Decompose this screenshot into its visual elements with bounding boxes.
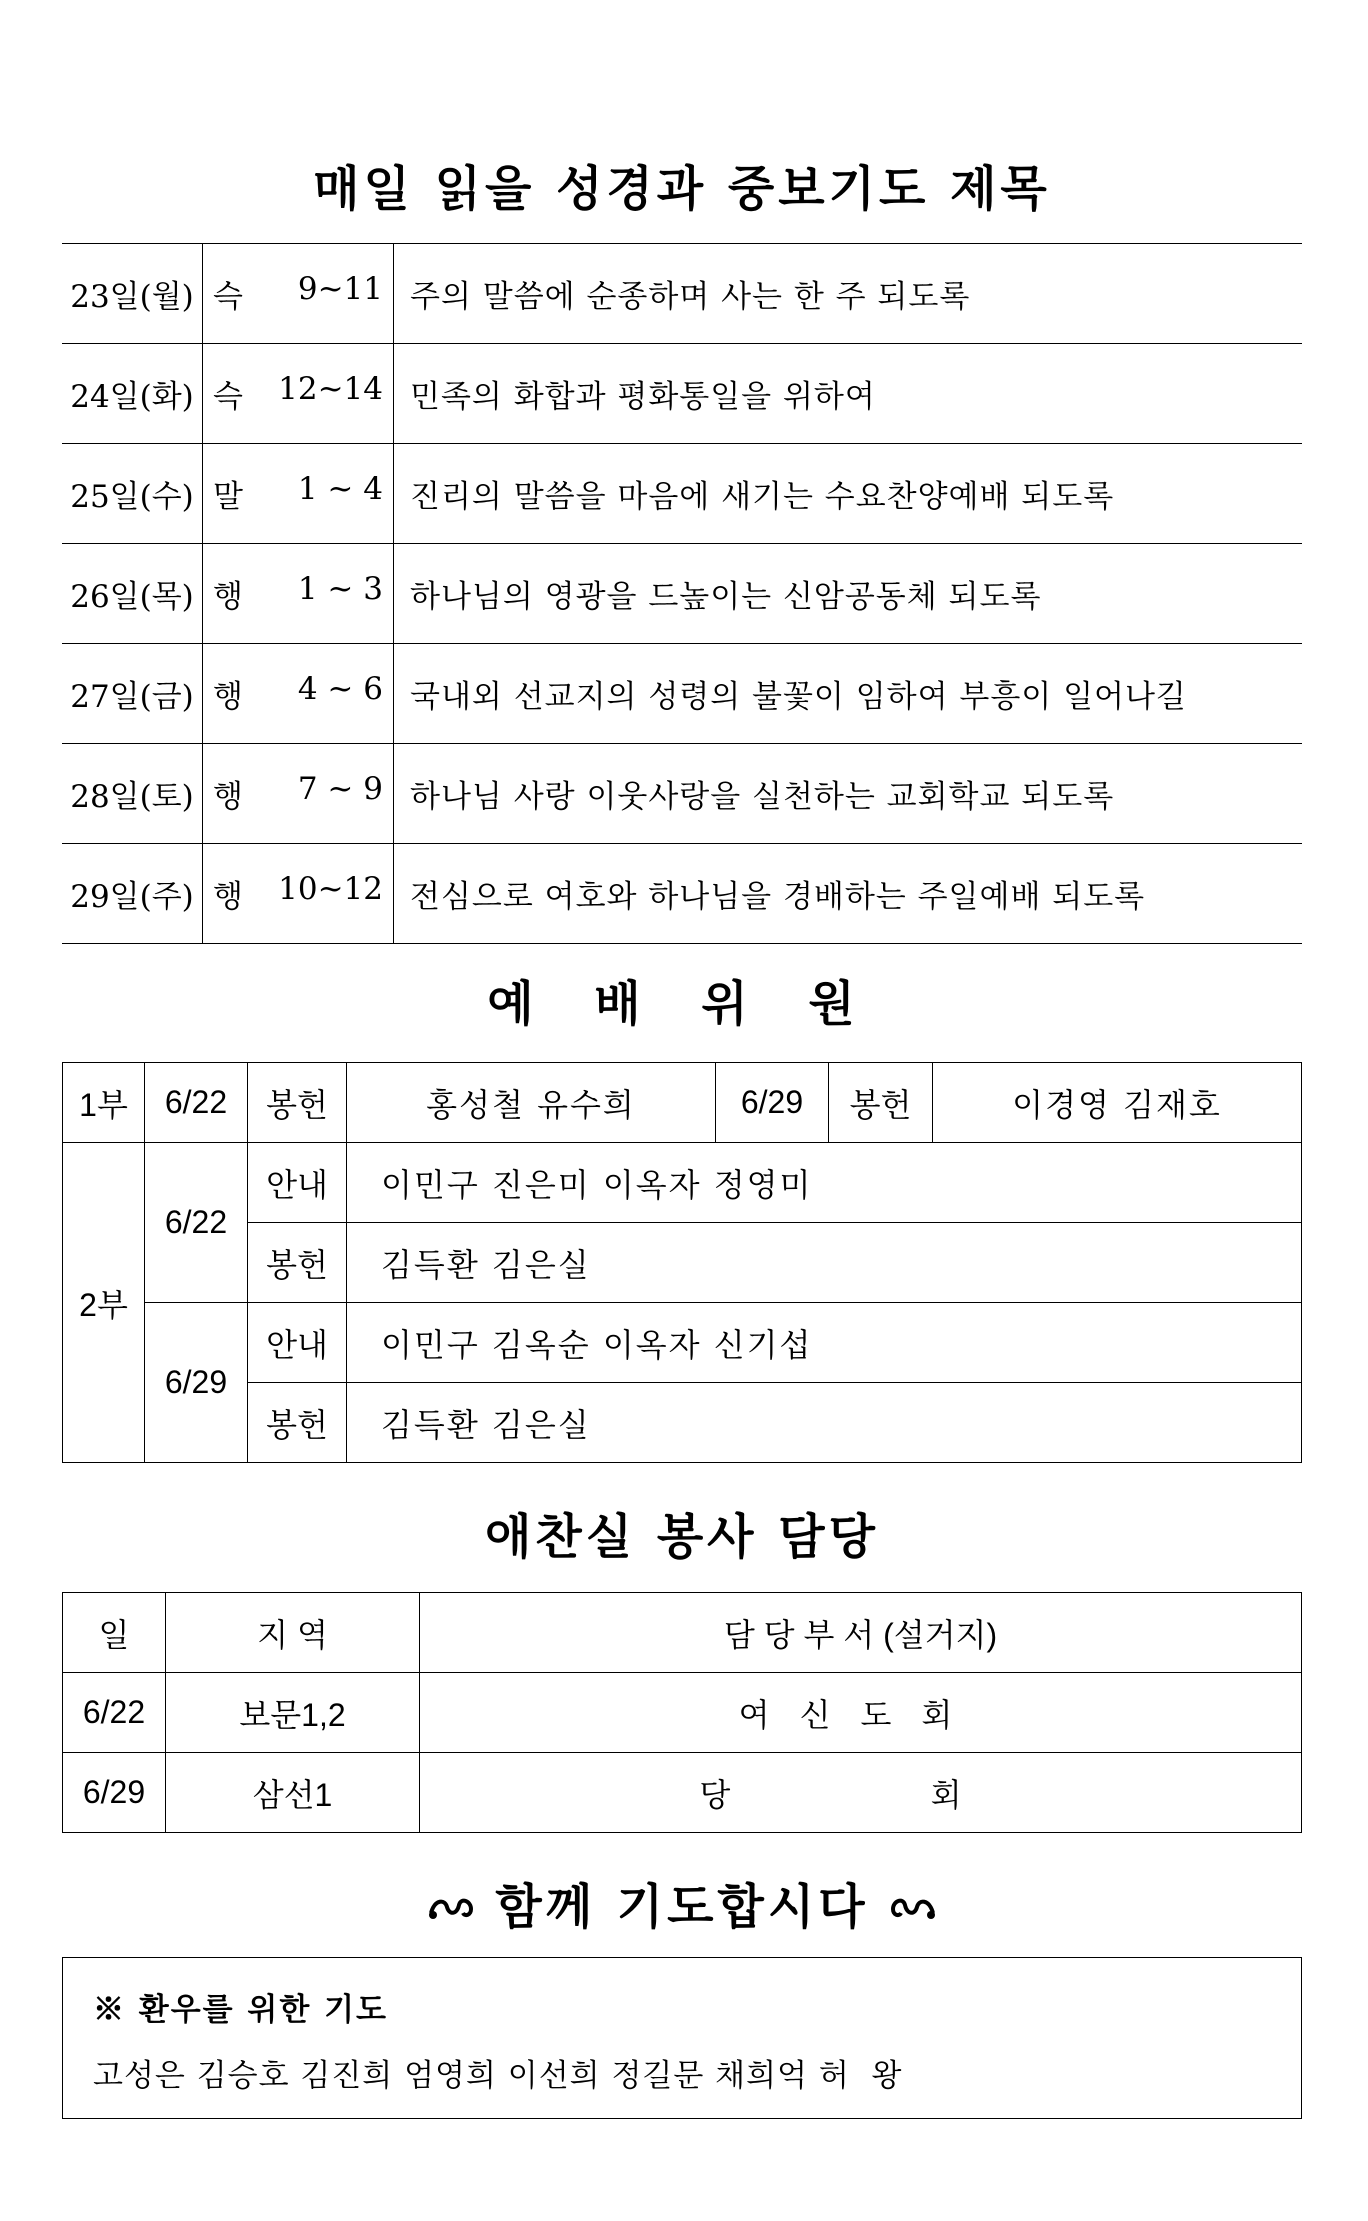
table-row bbox=[62, 544, 1302, 644]
second-service-row bbox=[63, 1143, 1302, 1223]
names-cell: 김득환 김은실 bbox=[347, 1383, 1302, 1463]
prayer-topic-cell: 하나님 사랑 이웃사랑을 실천하는 교회학교 되도록 bbox=[394, 744, 1303, 844]
role-cell: 안내 bbox=[248, 1143, 347, 1223]
date-cell: 6/22 bbox=[145, 1143, 248, 1303]
book-label: 행 bbox=[213, 579, 243, 615]
scripture-cell bbox=[203, 444, 394, 544]
second-service-row bbox=[63, 1383, 1302, 1463]
day-cell: 27일(금) bbox=[62, 644, 203, 744]
table-row bbox=[63, 1753, 1302, 1833]
prayer-box bbox=[62, 1957, 1302, 2119]
bible-section-title: 매일 읽을 성경과 중보기도 제목 bbox=[313, 161, 1051, 217]
day-cell: 24일(화) bbox=[62, 344, 203, 444]
names-cell: 이민구 김옥순 이옥자 신기섭 bbox=[347, 1303, 1302, 1383]
verse-label: 10~12 bbox=[278, 871, 383, 907]
prayer-topic-cell: 민족의 화합과 평화통일을 위하여 bbox=[394, 344, 1303, 444]
prayer-names: 고성은 김승호 김진희 엄영희 이선희 정길문 채희억 허 왕 bbox=[93, 2058, 903, 2094]
first-service-row bbox=[63, 1063, 1302, 1143]
day-cell: 25일(수) bbox=[62, 444, 203, 544]
prayer-topic-cell: 전심으로 여호와 하나님을 경배하는 주일예배 되도록 bbox=[394, 844, 1303, 944]
scripture-cell bbox=[203, 744, 394, 844]
header-region: 지 역 bbox=[166, 1593, 420, 1673]
prayer-topic-cell: 주의 말씀에 순종하며 사는 한 주 되도록 bbox=[394, 244, 1303, 344]
verse-label: 12~14 bbox=[278, 371, 383, 407]
role-cell: 안내 bbox=[248, 1303, 347, 1383]
table-row bbox=[62, 844, 1302, 944]
verse-label: 7 ~ 9 bbox=[297, 771, 383, 807]
dept-cell: 당 회 bbox=[420, 1753, 1302, 1833]
second-service-row bbox=[63, 1223, 1302, 1303]
region-cell: 삼선1 bbox=[166, 1753, 420, 1833]
worship-committee-table bbox=[62, 1062, 1302, 1463]
hall-header-row bbox=[63, 1593, 1302, 1673]
dept-cell: 여신도회 bbox=[420, 1673, 1302, 1753]
book-label: 행 bbox=[213, 779, 243, 815]
table-row bbox=[62, 344, 1302, 444]
verse-label: 1 ~ 3 bbox=[297, 571, 383, 607]
second-service-row bbox=[63, 1303, 1302, 1383]
hall-service-table bbox=[62, 1592, 1302, 1833]
names-cell: 이민구 진은미 이옥자 정영미 bbox=[347, 1143, 1302, 1223]
names-cell: 홍성철 유수희 bbox=[347, 1063, 716, 1143]
role-cell: 봉헌 bbox=[829, 1063, 933, 1143]
day-cell: 29일(주) bbox=[62, 844, 203, 944]
scripture-cell bbox=[203, 844, 394, 944]
book-label: 행 bbox=[213, 679, 243, 715]
names-cell: 이경영 김재호 bbox=[933, 1063, 1302, 1143]
header-day: 일 bbox=[63, 1593, 166, 1673]
date-cell: 6/29 bbox=[145, 1303, 248, 1463]
hall-section-title: 애찬실 봉사 담당 bbox=[485, 1509, 879, 1565]
day-cell: 23일(월) bbox=[62, 244, 203, 344]
scripture-cell bbox=[203, 244, 394, 344]
verse-label: 1 ~ 4 bbox=[297, 471, 383, 507]
worship-section-title: 예 배 위 원 bbox=[487, 976, 877, 1032]
prayer-heading: ※ 환우를 위한 기도 bbox=[93, 1992, 388, 2028]
table-row bbox=[62, 744, 1302, 844]
prayer-title-text: 함께 기도합시다 bbox=[495, 1879, 869, 1935]
book-label: 슥 bbox=[213, 279, 243, 315]
service-label: 2부 bbox=[63, 1143, 145, 1463]
book-label: 행 bbox=[213, 879, 243, 915]
role-cell: 봉헌 bbox=[248, 1223, 347, 1303]
names-cell: 김득환 김은실 bbox=[347, 1223, 1302, 1303]
header-dept: 담 당 부 서 (설거지) bbox=[420, 1593, 1302, 1673]
table-row bbox=[62, 644, 1302, 744]
bible-reading-table bbox=[62, 243, 1302, 944]
scripture-cell bbox=[203, 544, 394, 644]
book-label: 말 bbox=[213, 479, 243, 515]
scripture-cell bbox=[203, 644, 394, 744]
table-row bbox=[63, 1673, 1302, 1753]
date-cell: 6/22 bbox=[145, 1063, 248, 1143]
day-cell: 26일(목) bbox=[62, 544, 203, 644]
day-cell: 28일(토) bbox=[62, 744, 203, 844]
day-cell: 6/22 bbox=[63, 1673, 166, 1753]
verse-label: 9~11 bbox=[297, 271, 383, 307]
table-row bbox=[62, 244, 1302, 344]
role-cell: 봉헌 bbox=[248, 1063, 347, 1143]
book-label: 슥 bbox=[213, 379, 243, 415]
prayer-section-title bbox=[62, 1868, 1302, 1937]
ornament-right-icon bbox=[889, 1887, 937, 1933]
role-cell: 봉헌 bbox=[248, 1383, 347, 1463]
table-row bbox=[62, 444, 1302, 544]
scripture-cell bbox=[203, 344, 394, 444]
region-cell: 보문1,2 bbox=[166, 1673, 420, 1753]
ornament-left-icon bbox=[427, 1887, 475, 1933]
date-cell: 6/29 bbox=[716, 1063, 829, 1143]
service-label: 1부 bbox=[63, 1063, 145, 1143]
day-cell: 6/29 bbox=[63, 1753, 166, 1833]
prayer-topic-cell: 진리의 말씀을 마음에 새기는 수요찬양예배 되도록 bbox=[394, 444, 1303, 544]
prayer-topic-cell: 국내외 선교지의 성령의 불꽃이 임하여 부흥이 일어나길 bbox=[394, 644, 1303, 744]
verse-label: 4 ~ 6 bbox=[297, 671, 383, 707]
prayer-topic-cell: 하나님의 영광을 드높이는 신암공동체 되도록 bbox=[394, 544, 1303, 644]
